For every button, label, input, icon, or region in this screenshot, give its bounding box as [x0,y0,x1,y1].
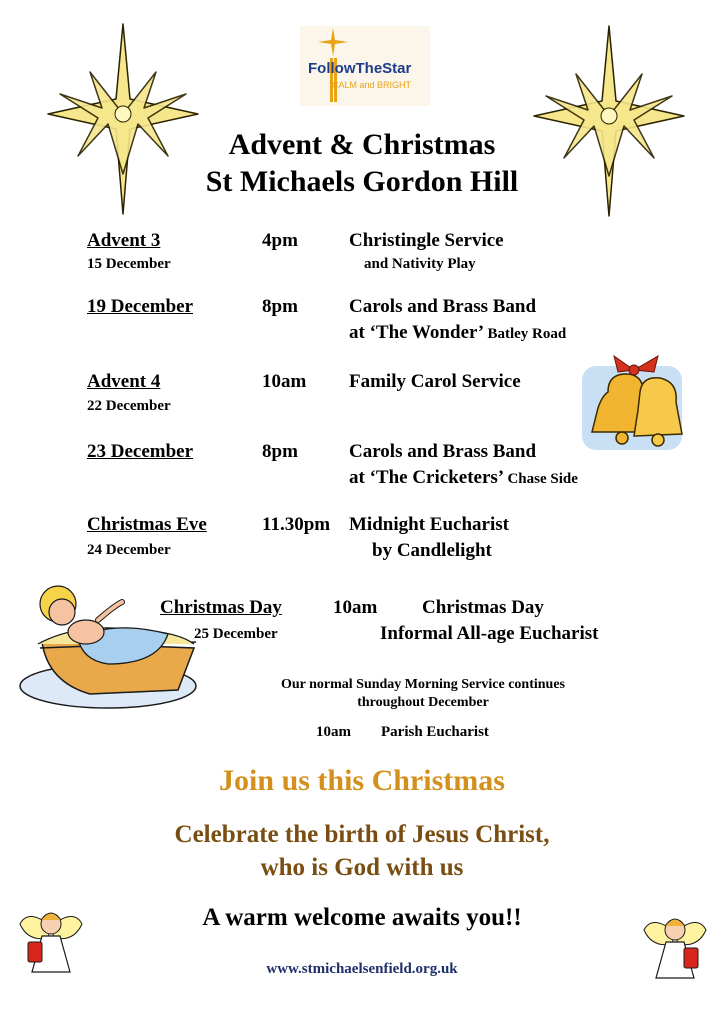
event-6-date: Christmas Day [160,597,282,618]
event-6-detail: Informal All-age Eucharist [380,623,599,644]
christmas-bells-icon [578,352,696,454]
event-1-detail: and Nativity Play [364,256,476,272]
event-4-service: Carols and Brass Band [349,441,537,462]
welcome-text: A warm welcome awaits you!! [202,904,522,931]
event-3-service: Family Carol Service [349,371,521,392]
event-1-service: Christingle Service [349,230,504,251]
website-link[interactable]: www.stmichaelsenfield.org.uk [266,961,458,977]
event-4-date: 23 December [87,441,194,462]
title-line-1: Advent & Christmas [228,128,496,161]
event-4-time: 8pm [262,441,298,462]
logo-main-text: FollowTheStar [308,60,412,77]
celebrate-line-1: Celebrate the birth of Jesus Christ, [174,821,550,848]
event-4-location: Chase Side [507,471,578,487]
follow-the-star-logo [300,26,430,106]
event-6-subdate: 25 December [194,626,278,642]
event-4-detail-row [349,467,578,489]
title-line-2: St Michaels Gordon Hill [205,165,519,198]
event-5-service: Midnight Eucharist [349,514,509,535]
normal-service-time: 10am [316,724,351,740]
event-1-date: Advent 3 [87,230,161,251]
event-2-detail: at ‘The Wonder’ [349,322,483,343]
event-2-detail-row [349,322,566,344]
event-5-time: 11.30pm [262,514,331,535]
normal-service-line-2: throughout December [357,695,489,710]
normal-service-line-1: Our normal Sunday Morning Service continues [280,677,566,692]
event-3-time: 10am [262,371,307,392]
event-3-subdate: 22 December [87,398,171,414]
event-5-subdate: 24 December [87,542,171,558]
event-3-date: Advent 4 [87,371,161,392]
join-heading: Join us this Christmas [219,764,505,797]
event-1-subdate: 15 December [87,256,171,272]
event-5-date: Christmas Eve [87,514,207,535]
event-6-time: 10am [333,597,378,618]
event-2-location: Batley Road [487,326,567,342]
logo-sub-text: CALM and BRIGHT [332,80,412,90]
event-6-service: Christmas Day [422,597,544,618]
event-2-date: 19 December [87,296,194,317]
event-2-time: 8pm [262,296,298,317]
normal-service-name: Parish Eucharist [381,724,489,740]
celebrate-line-2: who is God with us [260,854,464,881]
event-4-detail: at ‘The Cricketers’ [349,467,503,488]
event-1-time: 4pm [262,230,298,251]
event-5-detail: by Candlelight [372,540,492,561]
event-2-service: Carols and Brass Band [349,296,537,317]
